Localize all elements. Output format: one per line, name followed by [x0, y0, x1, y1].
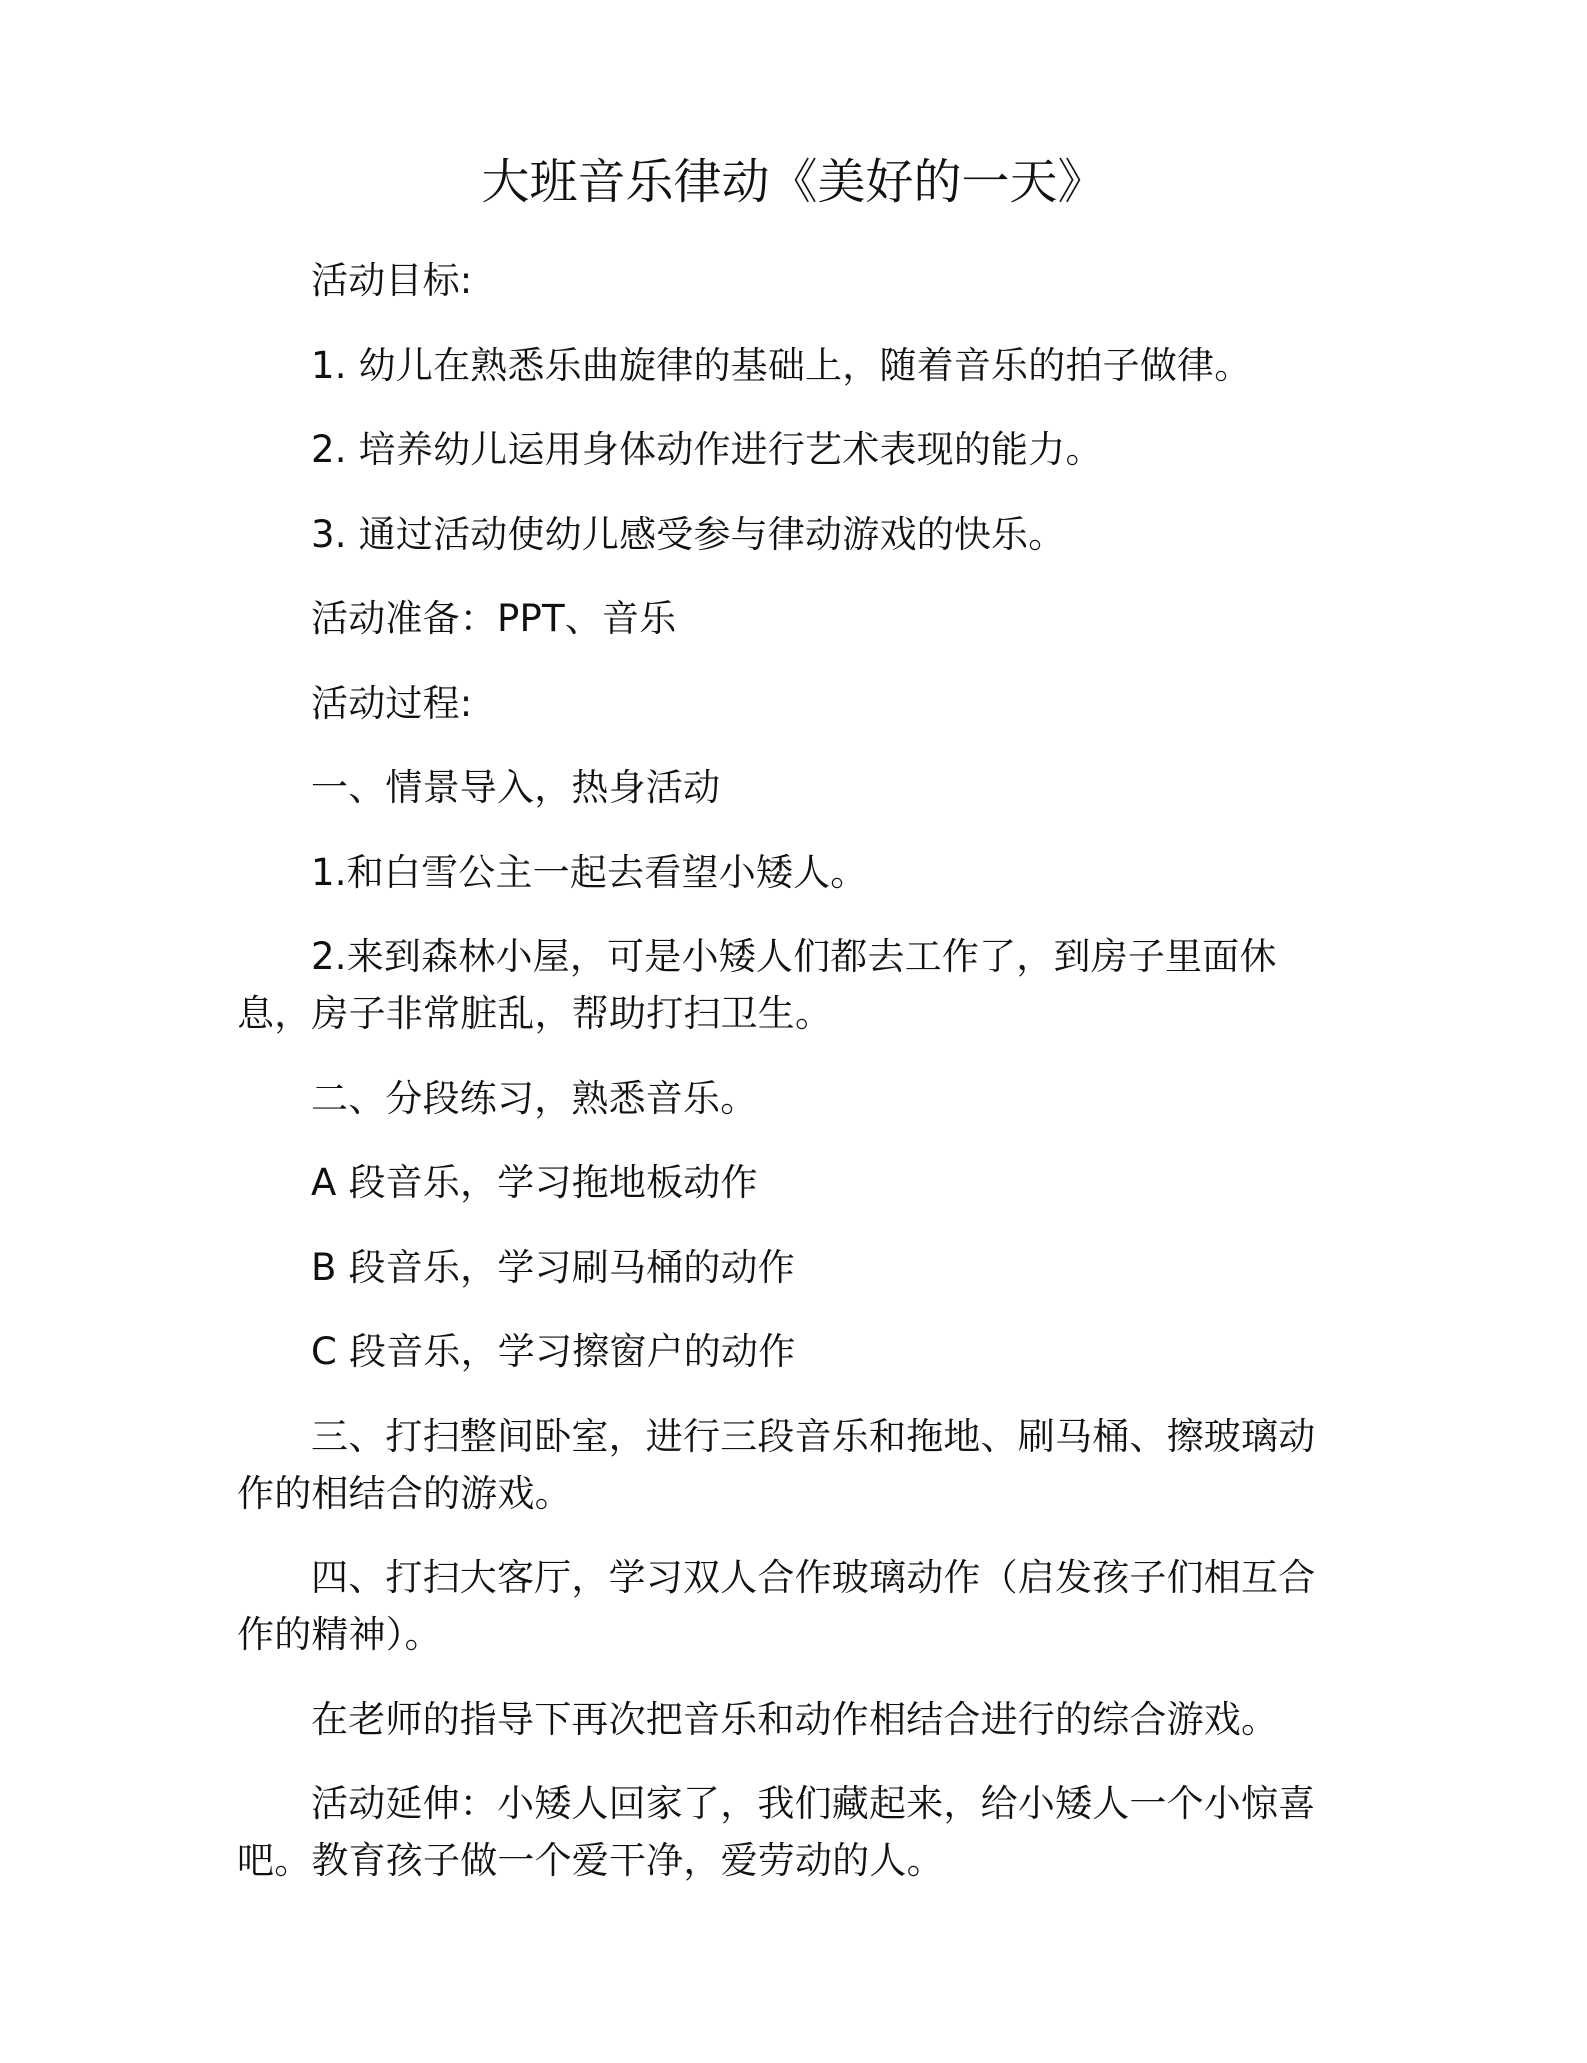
paragraph-preparation: 活动准备：PPT、音乐: [311, 597, 677, 640]
paragraph-section-2: 二、分段练习，熟悉音乐。: [311, 1076, 758, 1120]
paragraph-goal-2: 2. 培养幼儿运用身体动作进行艺术表现的能力。: [311, 428, 1103, 471]
paragraph-section-1: 一、情景导入，热身活动: [311, 766, 721, 809]
document-title: 大班音乐律动《美好的一天》: [481, 154, 1106, 210]
paragraph-part-a: A 段音乐，学习拖地板动作: [311, 1161, 758, 1204]
paragraph-part-b: B 段音乐，学习刷马桶的动作: [311, 1245, 795, 1289]
paragraph-process-heading: 活动过程:: [311, 681, 473, 725]
paragraph-extension: 活动延伸：小矮人回家了，我们藏起来，给小矮人一个小惊喜吧。教育孩子做一个爱干净，爱劳动的人。: [237, 1782, 1316, 1882]
paragraph-section-3: 三、打扫整间卧室，进行三段音乐和拖地、刷马桶、擦玻璃动作的相结合的游戏。: [237, 1414, 1316, 1515]
paragraph-goal-3: 3. 通过活动使幼儿感受参与律动游戏的快乐。: [311, 512, 1066, 556]
paragraph-step-1: 1.和白雪公主一起去看望小矮人。: [311, 850, 868, 894]
document-body: [237, 252, 1319, 1917]
paragraph-step-2: 2.来到森林小屋，可是小矮人们都去工作了，到房子里面休息，房子非常脏乱，帮助打扫卫生。: [237, 935, 1277, 1035]
paragraph-goal-1: 1. 幼儿在熟悉乐曲旋律的基础上，随着音乐的拍子做律。: [311, 343, 1252, 387]
paragraph-section-4: 四、打扫大客厅，学习双人合作玻璃动作（启发孩子们相互合作的精神）。: [237, 1556, 1316, 1656]
paragraph-goals-heading: 活动目标:: [311, 259, 473, 302]
paragraph-combined-game: 在老师的指导下再次把音乐和动作相结合进行的综合游戏。: [311, 1697, 1279, 1741]
paragraph-part-c: C 段音乐，学习擦窗户的动作: [311, 1330, 796, 1373]
